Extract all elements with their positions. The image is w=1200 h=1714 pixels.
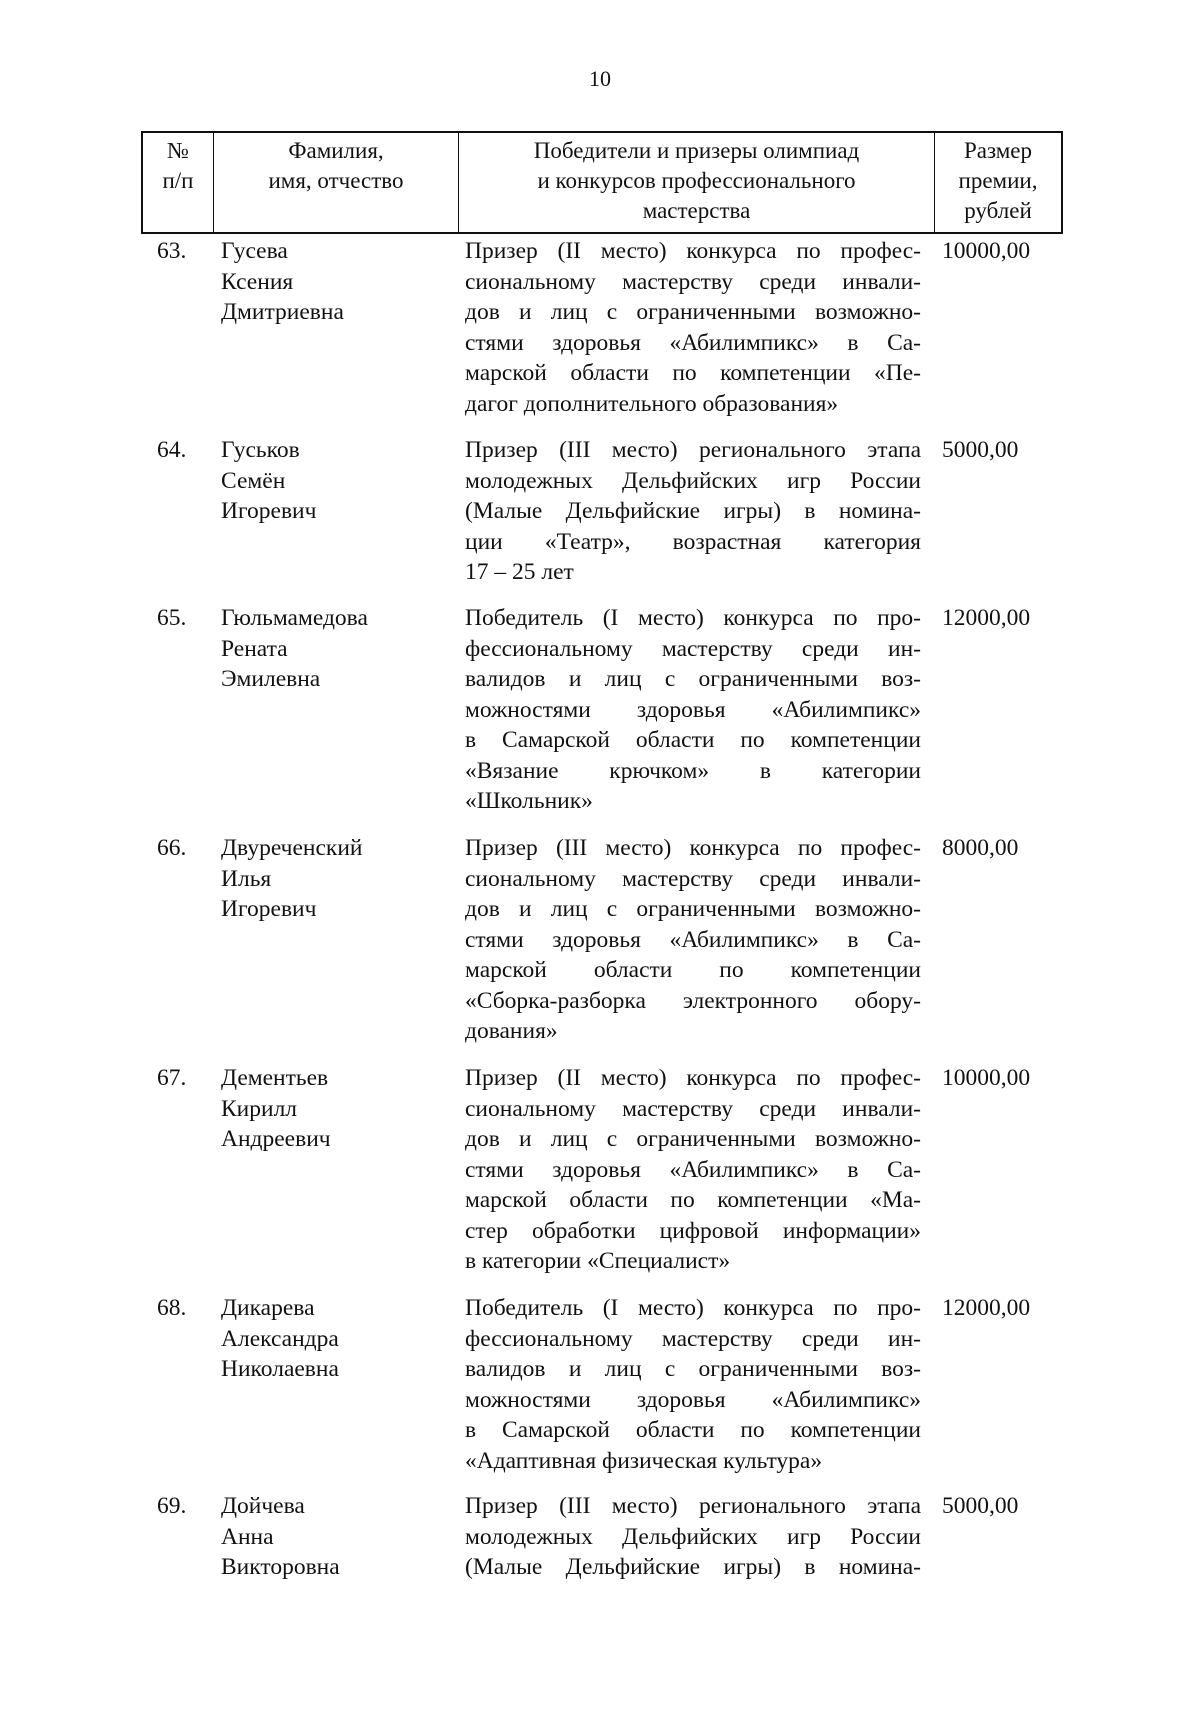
name-line: Рената (221, 635, 288, 662)
header-text: Фамилия, (288, 138, 384, 163)
name-line: Гуськов (221, 437, 300, 463)
desc-line: в Самарской области по компетенции (465, 1417, 921, 1443)
name-line: Гусева (221, 238, 288, 264)
row-description (465, 1491, 921, 1583)
desc-line: 17 – 25 лет (465, 559, 574, 585)
table-header (141, 131, 1063, 234)
desc-line: «Школьник» (465, 788, 593, 814)
desc-line: Призер (II место) конкурса по профес- (465, 1065, 921, 1091)
row-description (465, 1293, 921, 1476)
row-number: 69. (157, 1493, 187, 1519)
name-line: Гюльмамедова (221, 605, 368, 631)
name-line: Игоревич (221, 896, 317, 922)
header-text: рублей (964, 198, 1032, 223)
header-text: п/п (162, 168, 194, 193)
name-line: Александра (221, 1325, 339, 1352)
name-line: Дойчева (221, 1493, 305, 1519)
name-line: Илья (221, 865, 272, 892)
desc-line: Призер (III место) регионального этапа (465, 437, 921, 463)
desc-line: молодежных Дельфийских игр России (465, 1523, 921, 1550)
name-line: Кирилл (221, 1095, 298, 1122)
row-name (221, 603, 446, 695)
desc-line: дагог дополнительного образования» (465, 390, 839, 417)
row-prize: 10000,00 (942, 1065, 1031, 1091)
row-number: 65. (157, 605, 187, 631)
row-prize: 8000,00 (942, 835, 1019, 861)
page-number: 10 (589, 66, 611, 91)
desc-line: дов и лиц с ограниченными возможно- (465, 299, 921, 325)
name-line: Двуреченский (221, 835, 363, 861)
header-text: Победители и призеры олимпиад (533, 138, 860, 163)
header-description-column (459, 133, 935, 232)
row-prize: 5000,00 (942, 1493, 1019, 1519)
desc-line: сиональному мастерству среди инвали- (465, 865, 921, 892)
row-name (221, 1293, 446, 1385)
name-line: Семён (221, 467, 286, 494)
desc-line: Призер (III место) регионального этапа (465, 1493, 921, 1519)
header-number-column (143, 133, 214, 232)
desc-line: марской области по компетенции «Ма- (465, 1187, 921, 1213)
row-number: 68. (157, 1295, 187, 1321)
header-name-column (214, 133, 459, 232)
desc-line: валидов и лиц с ограниченными воз- (465, 666, 921, 692)
row-name (221, 1063, 446, 1155)
desc-line: в Самарской области по компетенции (465, 727, 921, 753)
desc-line: дования» (465, 1018, 558, 1044)
desc-line: дов и лиц с ограниченными возможно- (465, 1126, 921, 1152)
name-line: Ксения (221, 268, 294, 295)
desc-line: стер обработки цифровой информации» (465, 1217, 921, 1244)
desc-line: ции «Театр», возрастная категория (465, 528, 921, 555)
row-description (465, 435, 921, 588)
desc-line: «Адаптивная физическая культура» (465, 1447, 823, 1474)
desc-line: стями здоровья «Абилимпикс» в Са- (465, 926, 921, 953)
header-text: и конкурсов профессионального (537, 168, 856, 193)
desc-line: можностями здоровья «Абилимпикс» (465, 696, 921, 723)
name-line: Николаевна (221, 1356, 339, 1382)
row-description (465, 236, 921, 419)
row-prize: 5000,00 (942, 437, 1019, 463)
desc-line: Победитель (I место) конкурса по про- (465, 1295, 921, 1321)
header-prize-column (935, 133, 1061, 232)
row-prize: 12000,00 (942, 1295, 1031, 1321)
row-name (221, 1491, 446, 1583)
row-number: 67. (157, 1065, 187, 1091)
row-prize: 12000,00 (942, 605, 1031, 631)
desc-line: сиональному мастерству среди инвали- (465, 268, 921, 295)
desc-line: можностями здоровья «Абилимпикс» (465, 1386, 921, 1413)
row-description (465, 1063, 921, 1277)
header-text: мастерства (642, 198, 751, 223)
desc-line: молодежных Дельфийских игр России (465, 467, 921, 494)
desc-line: Призер (II место) конкурса по профес- (465, 238, 921, 264)
row-name (221, 236, 446, 328)
desc-line: марской области по компетенции «Пе- (465, 360, 921, 386)
name-line: Дикарева (221, 1295, 315, 1321)
desc-line: стями здоровья «Абилимпикс» в Са- (465, 329, 921, 356)
desc-line: «Вязание крючком» в категории (465, 757, 921, 784)
header-text: № (167, 138, 189, 163)
row-number: 63. (157, 238, 187, 264)
desc-line: Призер (III место) конкурса по профес- (465, 835, 921, 861)
name-line: Андреевич (221, 1126, 331, 1152)
desc-line: Победитель (I место) конкурса по про- (465, 605, 921, 631)
desc-line: сиональному мастерству среди инвали- (465, 1095, 921, 1122)
name-line: Дмитриевна (221, 299, 344, 325)
row-number: 66. (157, 835, 187, 861)
header-text: Размер (963, 138, 1033, 163)
name-line: Дементьев (221, 1065, 329, 1091)
row-number: 64. (157, 437, 187, 463)
desc-line: (Малые Дельфийские игры) в номина- (465, 498, 921, 524)
desc-line: в категории «Специалист» (465, 1248, 731, 1274)
header-text: имя, отчество (268, 168, 404, 193)
row-name (221, 833, 446, 925)
desc-line: дов и лиц с ограниченными возможно- (465, 896, 921, 922)
name-line: Эмилевна (221, 666, 321, 692)
row-description (465, 603, 921, 817)
name-line: Игоревич (221, 498, 317, 524)
desc-line: валидов и лиц с ограниченными воз- (465, 1356, 921, 1382)
row-prize: 10000,00 (942, 238, 1031, 264)
header-text: премии, (958, 168, 1038, 193)
desc-line: стями здоровья «Абилимпикс» в Са- (465, 1156, 921, 1183)
desc-line: марской области по компетенции (465, 957, 921, 983)
name-line: Анна (221, 1523, 274, 1550)
row-name (221, 435, 446, 527)
desc-line: «Сборка-разборка электронного обору- (465, 987, 921, 1014)
name-line: Викторовна (221, 1554, 340, 1580)
desc-line: фессиональному мастерству среди ин- (465, 635, 921, 662)
desc-line: (Малые Дельфийские игры) в номина- (465, 1554, 921, 1580)
row-description (465, 833, 921, 1047)
desc-line: фессиональному мастерству среди ин- (465, 1325, 921, 1352)
